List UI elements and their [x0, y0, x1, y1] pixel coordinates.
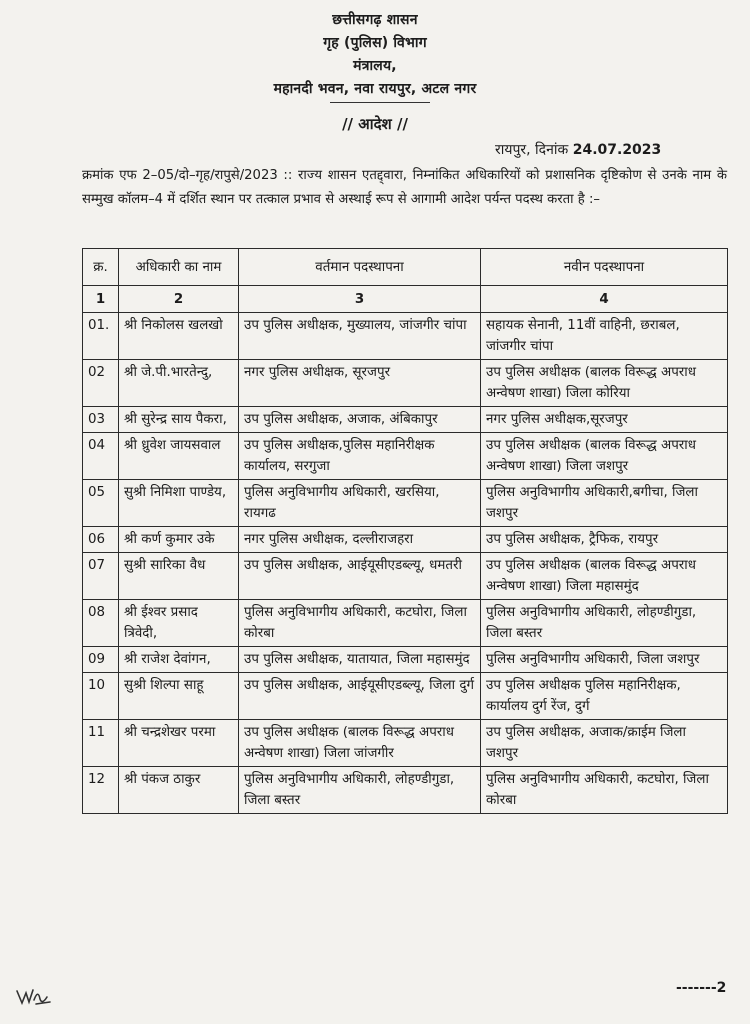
- current-posting-cell: पुलिस अनुविभागीय अधिकारी, खरसिया, रायगढ: [239, 480, 481, 527]
- order-title: // आदेश //: [342, 115, 408, 133]
- new-posting-cell: पुलिस अनुविभागीय अधिकारी, जिला जशपुर: [481, 647, 728, 673]
- officer-name-cell: श्री चन्द्रशेखर परमा: [119, 720, 239, 767]
- table-row: [83, 767, 728, 814]
- column-number: 4: [481, 286, 728, 313]
- col-header-new-posting: नवीन पदस्थापना: [481, 249, 728, 286]
- current-posting-cell: उप पुलिस अधीक्षक, अजाक, अंबिकापुर: [239, 407, 481, 433]
- header-address: महानदी भवन, नवा रायपुर, अटल नगर: [273, 81, 477, 97]
- posting-table: [82, 248, 728, 814]
- new-posting-cell: उप पुलिस अधीक्षक, ट्रैफिक, रायपुर: [481, 527, 728, 553]
- signature-initials: [14, 985, 54, 1009]
- order-preamble: क्रमांक एफ 2–05/दो–गृह/रापुसे/2023 :: राज्य शासन एतद्द्वारा, निम्नांकित अधिकारियों को प्रशासनिक दृष्टिकोण से उनके नाम के सम्मुख कॉलम–4 में दर्शित स्थान पर तत्काल प्रभाव से अस्थाई रूप से आगामी आदेश पर्यन्त पदस्थ करता है :–: [82, 168, 727, 207]
- officer-name-cell: श्री राजेश देवांगन,: [119, 647, 239, 673]
- header-state: छत्तीसगढ़ शासन: [332, 12, 418, 28]
- current-posting-cell: नगर पुलिस अधीक्षक, दल्लीराजहरा: [239, 527, 481, 553]
- serial-cell: 07: [83, 553, 119, 600]
- column-number-row: [83, 286, 728, 313]
- serial-cell: 10: [83, 673, 119, 720]
- officer-name-cell: श्री जे.पी.भारतेन्दु,: [119, 360, 239, 407]
- dateline-place: रायपुर, दिनांक: [495, 142, 569, 158]
- table-row: [83, 313, 728, 360]
- col-header-current-posting: वर्तमान पदस्थापना: [239, 249, 481, 286]
- table-row: [83, 527, 728, 553]
- current-posting-cell: उप पुलिस अधीक्षक, आईयूसीएडब्ल्यू, जिला दुर्ग: [239, 673, 481, 720]
- table-row: [83, 720, 728, 767]
- serial-cell: 05: [83, 480, 119, 527]
- current-posting-cell: पुलिस अनुविभागीय अधिकारी, कटघोरा, जिला कोरबा: [239, 600, 481, 647]
- table-row: [83, 647, 728, 673]
- new-posting-cell: पुलिस अनुविभागीय अधिकारी, कटघोरा, जिला कोरबा: [481, 767, 728, 814]
- new-posting-cell: उप पुलिस अधीक्षक, अजाक/क्राईम जिला जशपुर: [481, 720, 728, 767]
- serial-cell: 06: [83, 527, 119, 553]
- table-row: [83, 673, 728, 720]
- officer-name-cell: सुश्री सारिका वैध: [119, 553, 239, 600]
- officer-name-cell: सुश्री शिल्पा साहू: [119, 673, 239, 720]
- table-row: [83, 600, 728, 647]
- table-row: [83, 407, 728, 433]
- serial-cell: 04: [83, 433, 119, 480]
- column-number: 1: [83, 286, 119, 313]
- page-continuation: -------2: [676, 980, 727, 996]
- officer-name-cell: श्री निकोलस खलखो: [119, 313, 239, 360]
- officer-name-cell: श्री पंकज ठाकुर: [119, 767, 239, 814]
- serial-cell: 09: [83, 647, 119, 673]
- officer-name-cell: श्री कर्ण कुमार उके: [119, 527, 239, 553]
- current-posting-cell: पुलिस अनुविभागीय अधिकारी, लोहण्डीगुडा, जिला बस्तर: [239, 767, 481, 814]
- officer-name-cell: श्री ईश्वर प्रसाद त्रिवेदी,: [119, 600, 239, 647]
- table-row: [83, 360, 728, 407]
- col-header-officer-name: अधिकारी का नाम: [119, 249, 239, 286]
- table-header-row: [83, 249, 728, 286]
- current-posting-cell: उप पुलिस अधीक्षक (बालक विरूद्ध अपराध अन्वेषण शाखा) जिला जांजगीर: [239, 720, 481, 767]
- table-row: [83, 553, 728, 600]
- serial-cell: 11: [83, 720, 119, 767]
- serial-cell: 01.: [83, 313, 119, 360]
- serial-cell: 12: [83, 767, 119, 814]
- serial-cell: 02: [83, 360, 119, 407]
- officer-name-cell: श्री ध्रुवेश जायसवाल: [119, 433, 239, 480]
- new-posting-cell: पुलिस अनुविभागीय अधिकारी,बगीचा, जिला जशपुर: [481, 480, 728, 527]
- officer-name-cell: सुश्री निमिशा पाण्डेय,: [119, 480, 239, 527]
- new-posting-cell: सहायक सेनानी, 11वीं वाहिनी, छराबल, जांजगीर चांपा: [481, 313, 728, 360]
- column-number: 2: [119, 286, 239, 313]
- table-row: [83, 433, 728, 480]
- current-posting-cell: उप पुलिस अधीक्षक,पुलिस महानिरीक्षक कार्यालय, सरगुजा: [239, 433, 481, 480]
- current-posting-cell: उप पुलिस अधीक्षक, यातायात, जिला महासमुंद: [239, 647, 481, 673]
- new-posting-cell: उप पुलिस अधीक्षक (बालक विरूद्ध अपराध अन्वेषण शाखा) जिला जशपुर: [481, 433, 728, 480]
- column-number: 3: [239, 286, 481, 313]
- new-posting-cell: उप पुलिस अधीक्षक (बालक विरूद्ध अपराध अन्वेषण शाखा) जिला महासमुंद: [481, 553, 728, 600]
- serial-cell: 03: [83, 407, 119, 433]
- new-posting-cell: नगर पुलिस अधीक्षक,सूरजपुर: [481, 407, 728, 433]
- header-underline: [330, 102, 430, 103]
- header-ministry: मंत्रालय,: [353, 58, 397, 74]
- header-department: गृह (पुलिस) विभाग: [323, 35, 427, 51]
- dateline-date: 24.07.2023: [572, 142, 662, 158]
- new-posting-cell: पुलिस अनुविभागीय अधिकारी, लोहण्डीगुडा, जिला बस्तर: [481, 600, 728, 647]
- table-row: [83, 480, 728, 527]
- col-header-serial: क्र.: [83, 249, 119, 286]
- new-posting-cell: उप पुलिस अधीक्षक (बालक विरूद्ध अपराध अन्वेषण शाखा) जिला कोरिया: [481, 360, 728, 407]
- current-posting-cell: उप पुलिस अधीक्षक, आईयूसीएडब्ल्यू, धमतरी: [239, 553, 481, 600]
- serial-cell: 08: [83, 600, 119, 647]
- current-posting-cell: नगर पुलिस अधीक्षक, सूरजपुर: [239, 360, 481, 407]
- new-posting-cell: उप पुलिस अधीक्षक पुलिस महानिरीक्षक, कार्यालय दुर्ग रेंज, दुर्ग: [481, 673, 728, 720]
- officer-name-cell: श्री सुरेन्द्र साय पैकरा,: [119, 407, 239, 433]
- current-posting-cell: उप पुलिस अधीक्षक, मुख्यालय, जांजगीर चांपा: [239, 313, 481, 360]
- dateline: [495, 140, 661, 159]
